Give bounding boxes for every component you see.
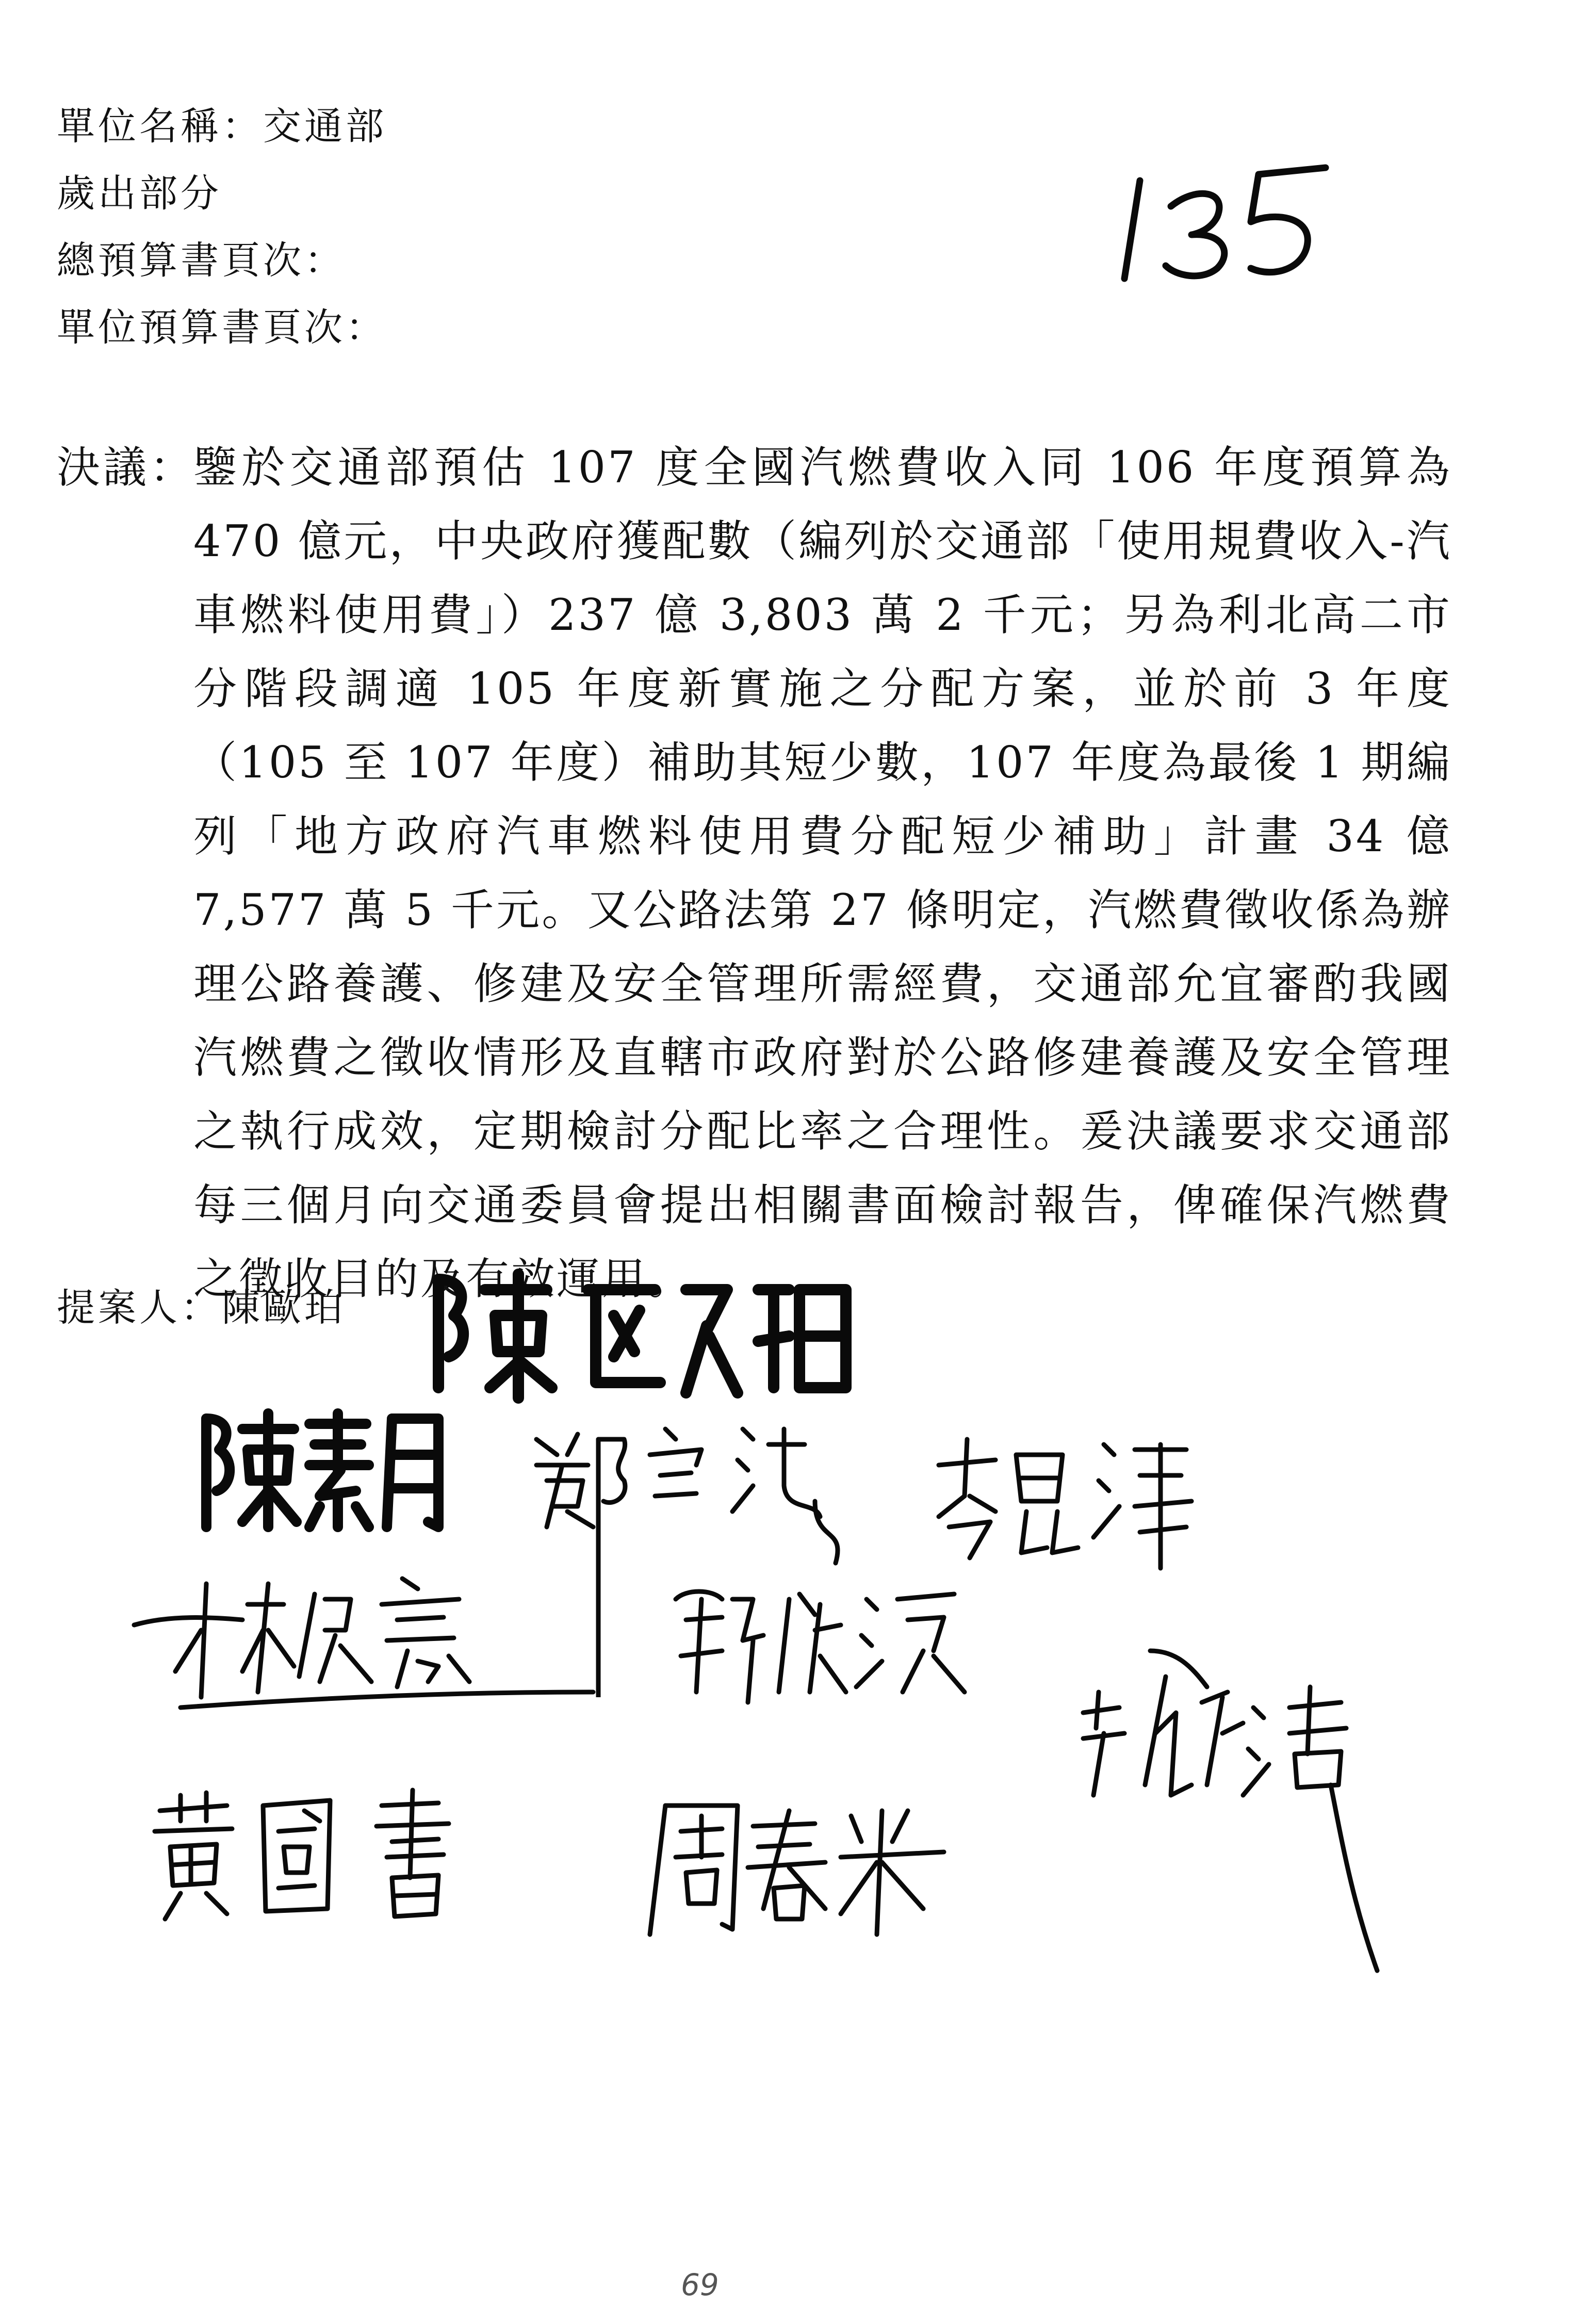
page-number: 69 [681, 2267, 719, 2302]
handwritten-number-135 [1104, 150, 1341, 289]
resolution-label: 決議： [57, 442, 197, 493]
total-budget-page-line: 總預算書頁次： [57, 238, 346, 283]
signature-5 [129, 1563, 603, 1718]
unit-budget-page-line: 單位預算書頁次： [57, 305, 387, 350]
signature-4 [928, 1424, 1217, 1579]
unit-name-line: 單位名稱：交通部 [57, 104, 387, 149]
signature-7 [150, 1780, 511, 1935]
signature-1 [418, 1259, 861, 1413]
proposer-label: 提案人：陳歐珀 [57, 1286, 346, 1330]
signature-8 [634, 1790, 954, 1940]
resolution-body: 鑒於交通部預估 107 度全國汽燃費收入同 106 年度預算為 470 億元，中央政府獲配數（編列於交通部「使用規費收入-汽車燃料使用費」）237 億 3,803 萬 2 千元；另為利北高二市分階段調適 105 年度新實施之分配方案，並於前 3 年度（105 至 107 年度）補助其短少數，107 年度為最後 1 期編列「地方政府汽車燃料使用費分配短少補助」計畫 34 億 7,577 萬 5 千元。又公路法第 27 條明定，汽燃費徵收係為辦理公路養護、修建及安全管理所需經費，交通部允宜審酌我國汽燃費之徵收情形及直轄市政府對於公路修建養護及安全管理之執行成效，定期檢討分配比率之合理性。爰決議要求交通部每三個月向交通委員會提出相關書面檢討報告，俾確保汽燃費之徵收目的及有效運用。 [193, 442, 1452, 1304]
signature-6 [665, 1568, 975, 1718]
section-line: 歲出部分 [57, 171, 222, 216]
signature-9 [1073, 1630, 1413, 1991]
signature-2 [191, 1403, 459, 1537]
